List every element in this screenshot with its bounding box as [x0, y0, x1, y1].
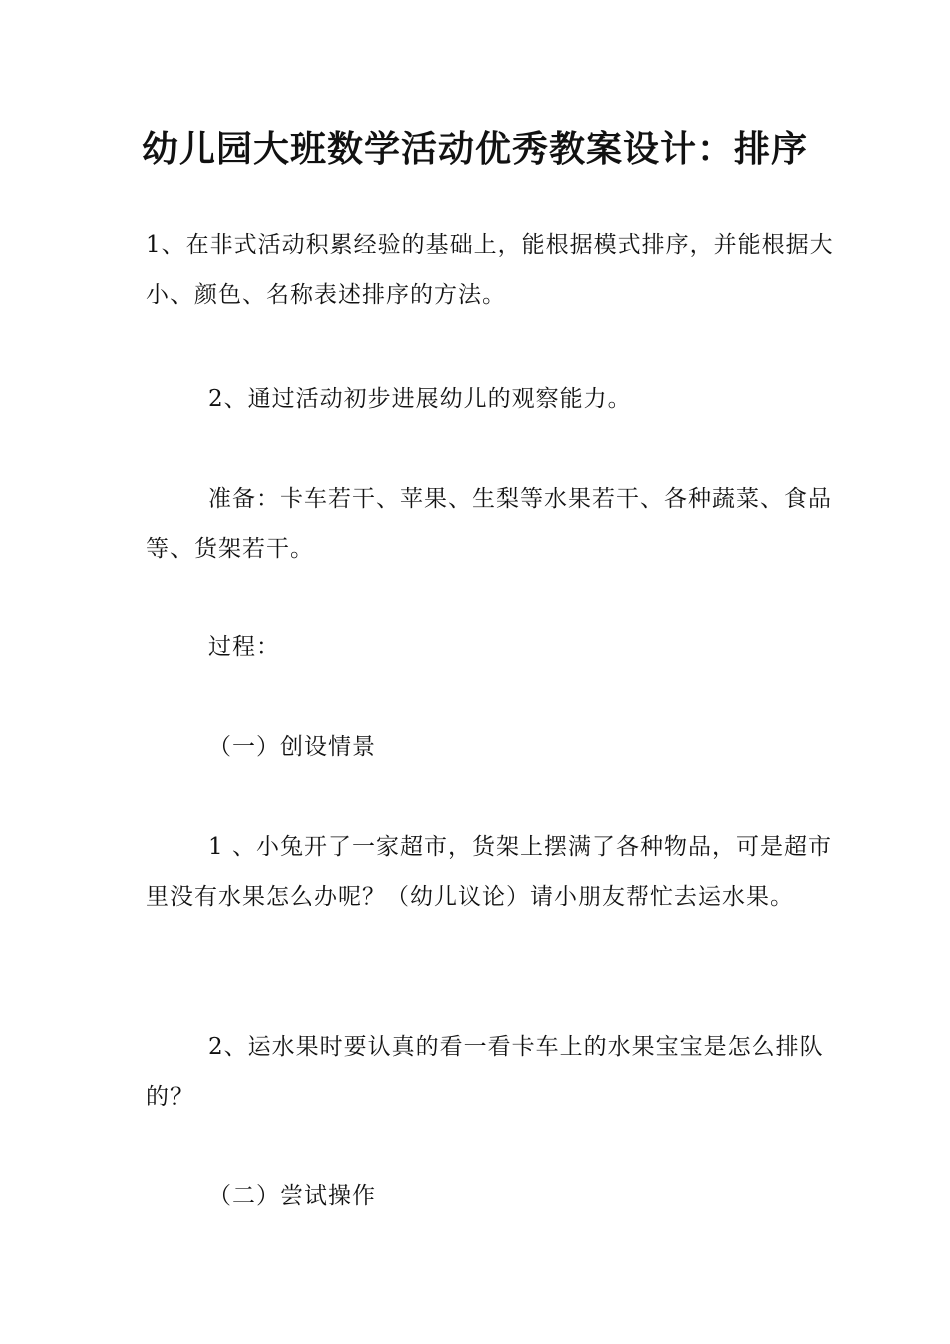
paragraph-step-2: 2、运水果时要认真的看一看卡车上的水果宝宝是怎么排队的？ [146, 1034, 824, 1110]
paragraph-process-heading: 过程： [208, 634, 280, 660]
paragraph-goal-1: 1、在非式活动积累经验的基础上，能根据模式排序，并能根据大小、颜色、名称表述排序的方法。 [146, 232, 834, 308]
section-heading-2: （二）尝试操作 [208, 1183, 376, 1209]
paragraph-preparation: 准备：卡车若干、苹果、生梨等水果若干、各种蔬菜、食品等、货架若干。 [146, 486, 832, 562]
document-title: 幼儿园大班数学活动优秀教案设计：排序 [141, 129, 808, 170]
section-heading-1: （一）创设情景 [208, 734, 376, 760]
paragraph-step-1: 1 、小兔开了一家超市，货架上摆满了各种物品，可是超市里没有水果怎么办呢？（幼儿议论）请小朋友帮忙去运水果。 [146, 834, 832, 910]
paragraph-goal-2: 2、通过活动初步进展幼儿的观察能力。 [208, 386, 632, 412]
